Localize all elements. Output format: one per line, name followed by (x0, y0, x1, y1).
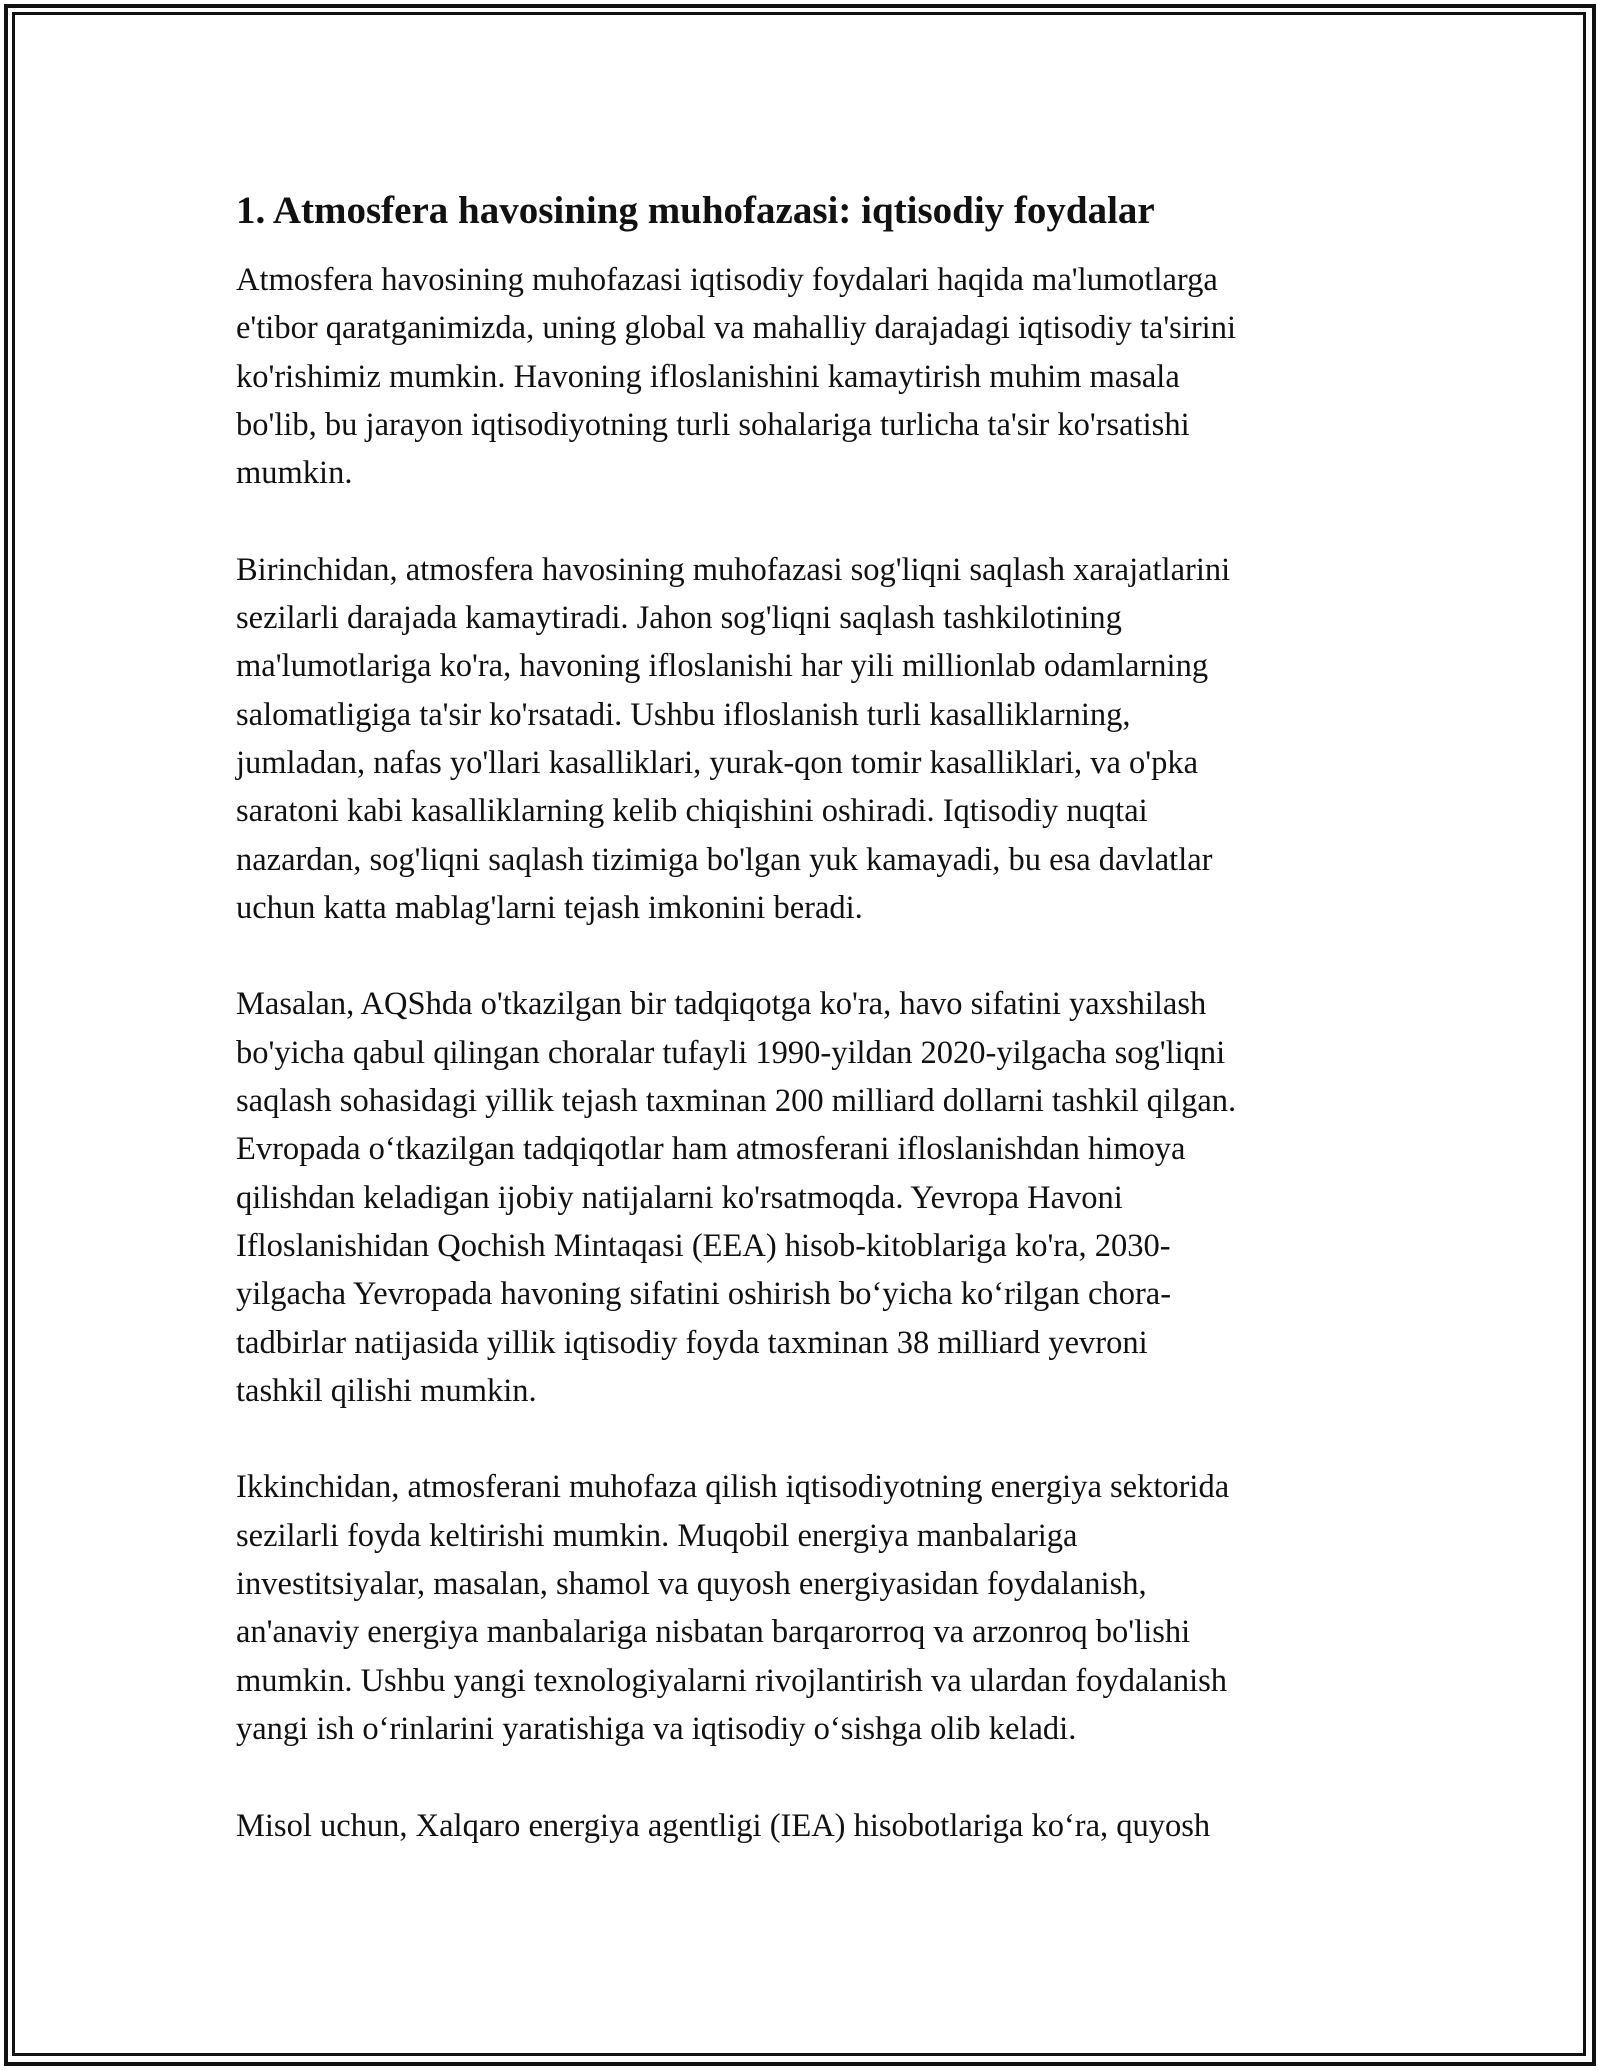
section-heading: 1. Atmosfera havosining muhofazasi: iqtisodiy foydalar (236, 189, 1155, 232)
text-line: bo'yicha qabul qilingan choralar tufayli 1990-yildan 2020-yilgacha sog'liqni (236, 1034, 1226, 1071)
text-line: yilgacha Yevropada havoning sifatini oshirish bo‘yicha ko‘rilgan chora- (236, 1276, 1172, 1313)
text-line: nazardan, sog'liqni saqlash tizimiga bo'lgan yuk kamayadi, bu esa davlatlar (236, 841, 1213, 878)
paragraph-energy-sector (236, 1463, 1376, 1753)
text-line: mumkin. Ushbu yangi texnologiyalarni rivojlantirish va ulardan foydalanish (236, 1662, 1228, 1699)
text-line: saqlash sohasidagi yillik tejash taxminan 200 milliard dollarni tashkil qilgan. (236, 1083, 1237, 1120)
text-line: jumladan, nafas yo'llari kasalliklari, yurak-qon tomir kasalliklari, va o'pka (236, 744, 1199, 781)
text-line: an'anaviy energiya manbalariga nisbatan barqarorroq va arzonroq bo'lishi (236, 1614, 1191, 1651)
paragraph-iea-example (236, 1802, 1376, 1850)
text-line: Masalan, AQShda o'tkazilgan bir tadqiqotga ko'ra, havo sifatini yaxshilash (236, 986, 1207, 1023)
text-line: Ifloslanishidan Qochish Mintaqasi (EEA) hisob-kitoblariga ko'ra, 2030- (236, 1227, 1171, 1264)
text-line: investitsiyalar, masalan, shamol va quyosh energiyasidan foydalanish, (236, 1566, 1147, 1603)
paragraph-examples (236, 980, 1376, 1415)
text-line: sezilarli foyda keltirishi mumkin. Muqobil energiya manbalariga (236, 1517, 1078, 1554)
text-line: tashkil qilishi mumkin. (236, 1372, 537, 1409)
text-line: mumkin. (236, 455, 353, 492)
text-line: bo'lib, bu jarayon iqtisodiyotning turli sohalariga turlicha ta'sir ko'rsatishi (236, 406, 1190, 443)
text-line: Birinchidan, atmosfera havosining muhofazasi sog'liqni saqlash xarajatlarini (236, 551, 1231, 588)
document-body (236, 186, 1376, 1898)
text-line: Evropada o‘tkazilgan tadqiqotlar ham atmosferani ifloslanishdan himoya (236, 1131, 1186, 1168)
text-line: ma'lumotlariga ko'ra, havoning ifloslanishi har yili millionlab odamlarning (236, 648, 1209, 685)
text-line: qilishdan keladigan ijobiy natijalarni ko'rsatmoqda. Yevropa Havoni (236, 1179, 1123, 1216)
text-line: yangi ish o‘rinlarini yaratishiga va iqtisodiy o‘sishga olib keladi. (236, 1710, 1077, 1747)
text-line: ko'rishimiz mumkin. Havoning ifloslanishini kamaytirish muhim masala (236, 358, 1180, 395)
paragraph-intro (236, 256, 1376, 497)
text-line: sezilarli darajada kamaytiradi. Jahon sog'liqni saqlash tashkilotining (236, 600, 1122, 637)
text-line: uchun katta mablag'larni tejash imkonini beradi. (236, 889, 863, 926)
text-line: saratoni kabi kasalliklarning kelib chiqishini oshiradi. Iqtisodiy nuqtai (236, 793, 1148, 830)
text-line: e'tibor qaratganimizda, uning global va mahalliy darajadagi iqtisodiy ta'sirini (236, 310, 1236, 347)
paragraph-health-costs (236, 546, 1376, 932)
text-line: Atmosfera havosining muhofazasi iqtisodiy foydalari haqida ma'lumotlarga (236, 262, 1218, 298)
text-line: tadbirlar natijasida yillik iqtisodiy foyda taxminan 38 milliard yevroni (236, 1324, 1148, 1361)
text-line: Ikkinchidan, atmosferani muhofaza qilish iqtisodiyotning energiya sektorida (236, 1469, 1230, 1506)
text-line: salomatligiga ta'sir ko'rsatadi. Ushbu ifloslanish turli kasalliklarning, (236, 696, 1131, 733)
text-line: Misol uchun, Xalqaro energiya agentligi (IEA) hisobotlariga ko‘ra, quyosh (236, 1807, 1211, 1844)
